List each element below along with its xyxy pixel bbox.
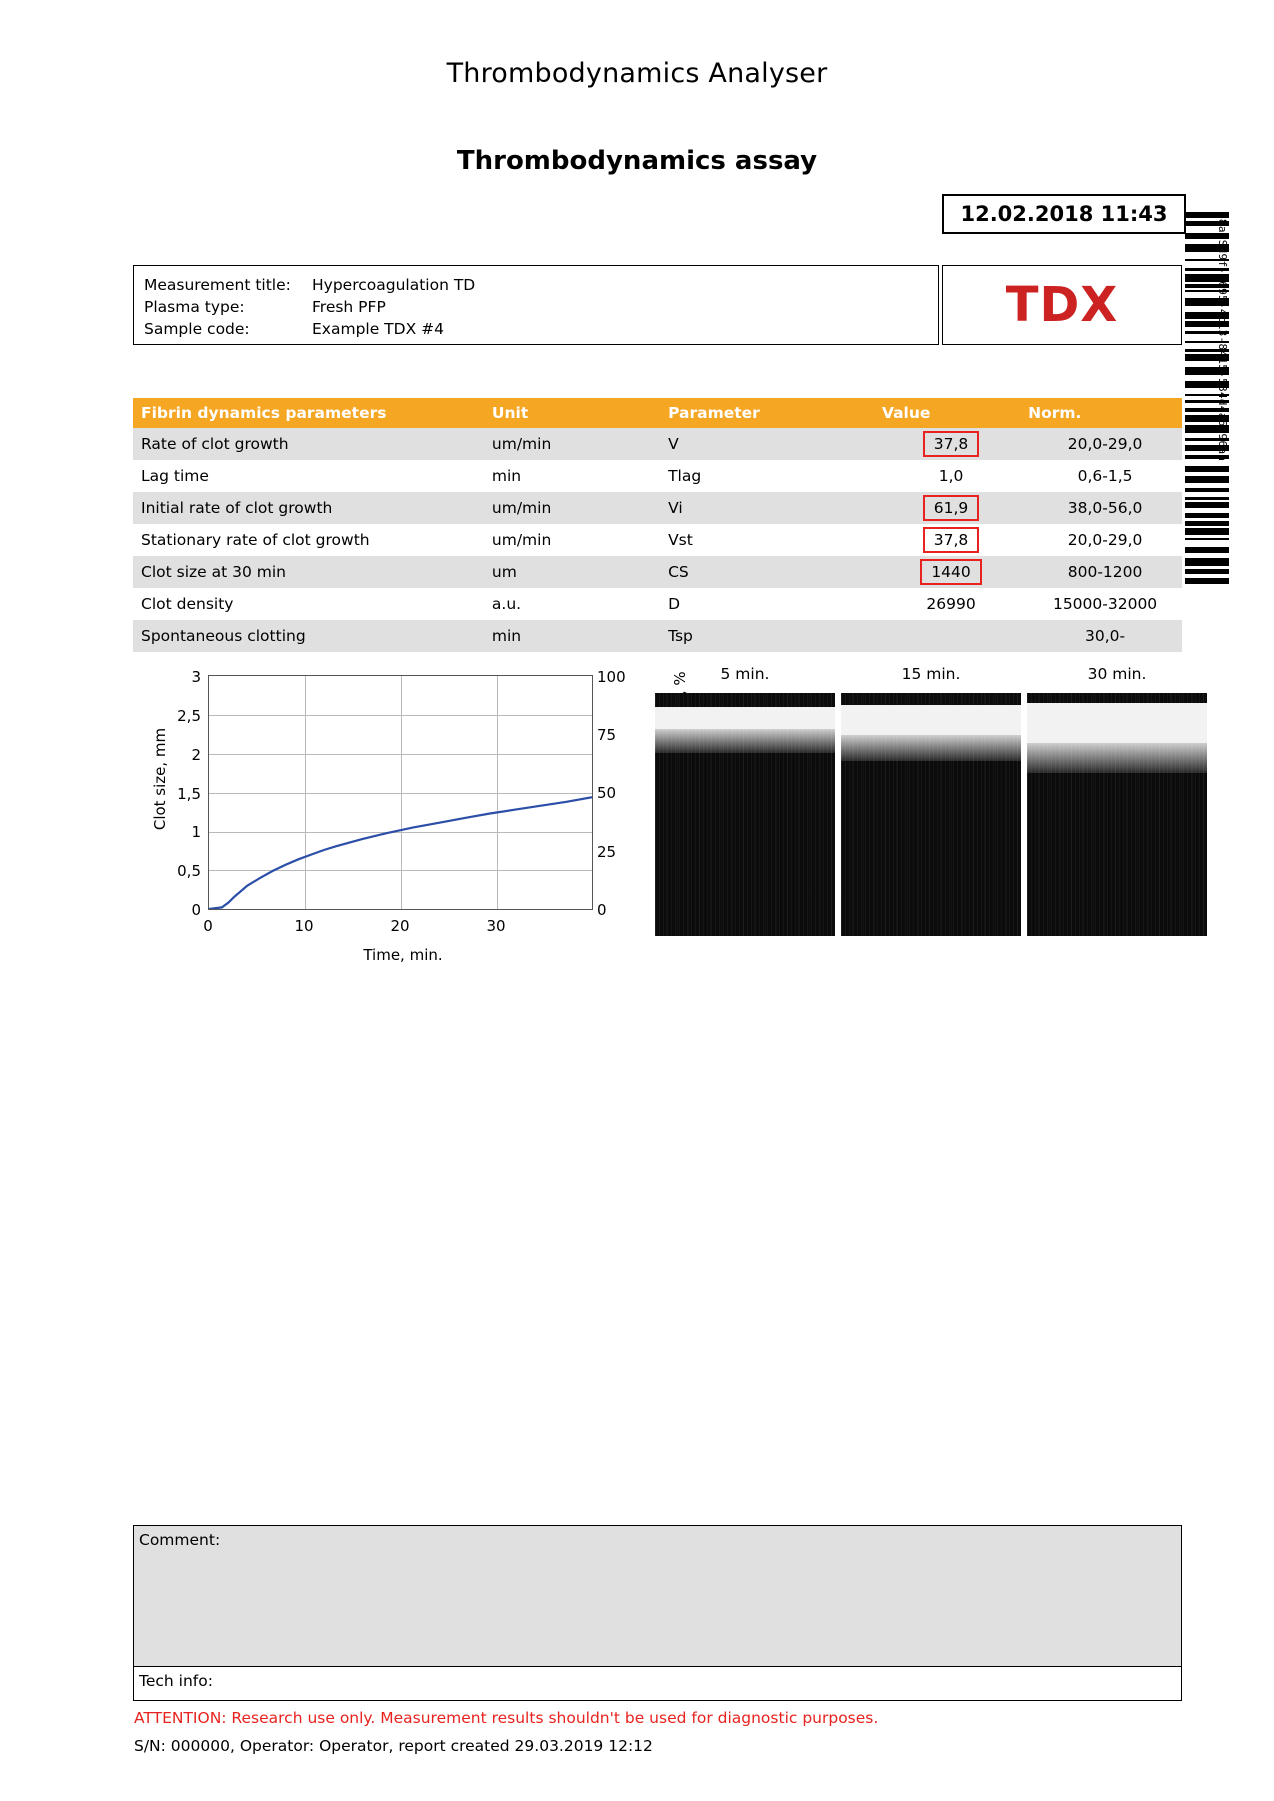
header-value: Value xyxy=(874,398,1020,428)
row-value-highlighted: 61,9 xyxy=(923,495,980,521)
row-value-cell xyxy=(874,492,1020,524)
ytick-0_5: 0,5 xyxy=(177,862,201,880)
datetime-box xyxy=(942,194,1186,234)
ytick-2: 2 xyxy=(191,746,201,764)
table-row xyxy=(133,492,1182,524)
row-parameter-name: Clot size at 30 min xyxy=(133,556,484,588)
row-parameter-name: Clot density xyxy=(133,588,484,620)
table-row xyxy=(133,556,1182,588)
row-norm: 15000-32000 xyxy=(1020,588,1182,620)
row-parameter-name: Stationary rate of clot growth xyxy=(133,524,484,556)
row-value-cell xyxy=(874,556,1020,588)
xtick-10: 10 xyxy=(294,917,314,935)
row-unit: min xyxy=(484,460,660,492)
plasma-type-label: Plasma type: xyxy=(144,298,245,316)
attention-note: ATTENTION: Research use only. Measurement results shouldn't be used for diagnostic purposes. xyxy=(134,1709,879,1727)
fibrin-parameters-table xyxy=(133,398,1182,652)
clot-image-30min xyxy=(1027,693,1207,936)
row-parameter-name: Rate of clot growth xyxy=(133,428,484,460)
chart-plot-frame xyxy=(208,675,593,910)
clot-image-strip xyxy=(655,665,1183,970)
table-row xyxy=(133,524,1182,556)
sample-code-value: Example TDX #4 xyxy=(312,320,444,338)
row-unit: um/min xyxy=(484,492,660,524)
table-row xyxy=(133,460,1182,492)
row-parameter-name: Lag time xyxy=(133,460,484,492)
sample-code-row xyxy=(144,318,938,340)
table-row xyxy=(133,588,1182,620)
row-norm: 0,6-1,5 xyxy=(1020,460,1182,492)
row-unit: min xyxy=(484,620,660,652)
table-row xyxy=(133,428,1182,460)
row-value-highlighted: 37,8 xyxy=(923,431,980,457)
row-unit: um/min xyxy=(484,428,660,460)
row-parameter-code: Vst xyxy=(660,524,874,556)
header-unit: Unit xyxy=(484,398,660,428)
row-parameter-code: V xyxy=(660,428,874,460)
clot-growth-chart xyxy=(133,665,653,970)
row-parameter-name: Spontaneous clotting xyxy=(133,620,484,652)
image-caption-15min: 15 min. xyxy=(901,665,961,683)
row-parameter-code: CS xyxy=(660,556,874,588)
ytick-2_5: 2,5 xyxy=(177,707,201,725)
y2tick-25: 25 xyxy=(597,843,617,861)
comment-label: Comment: xyxy=(139,1531,221,1549)
row-parameter-name: Initial rate of clot growth xyxy=(133,492,484,524)
app-title: Thrombodynamics Analyser xyxy=(446,58,828,89)
ytick-0: 0 xyxy=(191,901,201,919)
row-unit: um xyxy=(484,556,660,588)
tech-info-box[interactable] xyxy=(133,1667,1182,1701)
xtick-20: 20 xyxy=(390,917,410,935)
measurement-title-value: Hypercoagulation TD xyxy=(312,276,476,294)
measurement-title-label: Measurement title: xyxy=(144,276,291,294)
row-norm: 800-1200 xyxy=(1020,556,1182,588)
clot-image-5min xyxy=(655,693,835,936)
row-parameter-code: Tlag xyxy=(660,460,874,492)
ytick-3: 3 xyxy=(191,668,201,686)
table-row xyxy=(133,620,1182,652)
footer-serial-info: S/N: 000000, Operator: Operator, report created 29.03.2019 12:12 xyxy=(134,1737,653,1755)
header-parameter: Parameter xyxy=(660,398,874,428)
header-norm: Norm. xyxy=(1020,398,1182,428)
image-caption-5min: 5 min. xyxy=(720,665,770,683)
comment-box[interactable] xyxy=(133,1525,1182,1667)
measurement-info-box xyxy=(133,265,939,345)
datetime-text: 12.02.2018 11:43 xyxy=(960,202,1168,226)
row-value-highlighted: 1440 xyxy=(920,559,981,585)
y2tick-75: 75 xyxy=(597,726,617,744)
row-parameter-code: Vi xyxy=(660,492,874,524)
measurement-title-row xyxy=(144,274,938,296)
xtick-0: 0 xyxy=(203,917,213,935)
ytick-1: 1 xyxy=(191,823,201,841)
row-value-cell xyxy=(874,524,1020,556)
image-caption-30min: 30 min. xyxy=(1087,665,1147,683)
clot-size-curve xyxy=(209,676,592,909)
report-title: Thrombodynamics assay xyxy=(456,146,818,176)
barcode-label: 48a5Sd9f-1695-4c13-8415-534d4a6296aa xyxy=(1216,212,1229,462)
row-value: 26990 xyxy=(926,595,976,613)
plasma-type-row xyxy=(144,296,938,318)
ytick-1_5: 1,5 xyxy=(177,785,201,803)
table-header-row xyxy=(133,398,1182,428)
row-parameter-code: Tsp xyxy=(660,620,874,652)
row-norm: 20,0-29,0 xyxy=(1020,524,1182,556)
clot-image-15min xyxy=(841,693,1021,936)
x-axis-title: Time, min. xyxy=(363,946,443,964)
row-norm: 20,0-29,0 xyxy=(1020,428,1182,460)
row-norm: 38,0-56,0 xyxy=(1020,492,1182,524)
tdx-logo-text: TDX xyxy=(1005,277,1119,333)
sample-code-label: Sample code: xyxy=(144,320,250,338)
row-unit: a.u. xyxy=(484,588,660,620)
tdx-logo-box xyxy=(942,265,1182,345)
row-value-highlighted: 37,8 xyxy=(923,527,980,553)
xtick-30: 30 xyxy=(486,917,506,935)
row-value-cell xyxy=(874,620,1020,652)
header-parameters: Fibrin dynamics parameters xyxy=(133,398,484,428)
y2tick-0: 0 xyxy=(597,901,607,919)
row-value-cell xyxy=(874,428,1020,460)
row-value-cell xyxy=(874,460,1020,492)
row-unit: um/min xyxy=(484,524,660,556)
y-axis-title: Clot size, mm xyxy=(151,727,169,831)
row-value-cell xyxy=(874,588,1020,620)
row-value: 1,0 xyxy=(938,467,964,485)
y2tick-100: 100 xyxy=(597,668,626,686)
barcode xyxy=(1185,212,1241,582)
row-norm: 30,0- xyxy=(1020,620,1182,652)
plasma-type-value: Fresh PFP xyxy=(312,298,386,316)
row-parameter-code: D xyxy=(660,588,874,620)
tech-info-label: Tech info: xyxy=(139,1672,213,1690)
y2tick-50: 50 xyxy=(597,784,617,802)
